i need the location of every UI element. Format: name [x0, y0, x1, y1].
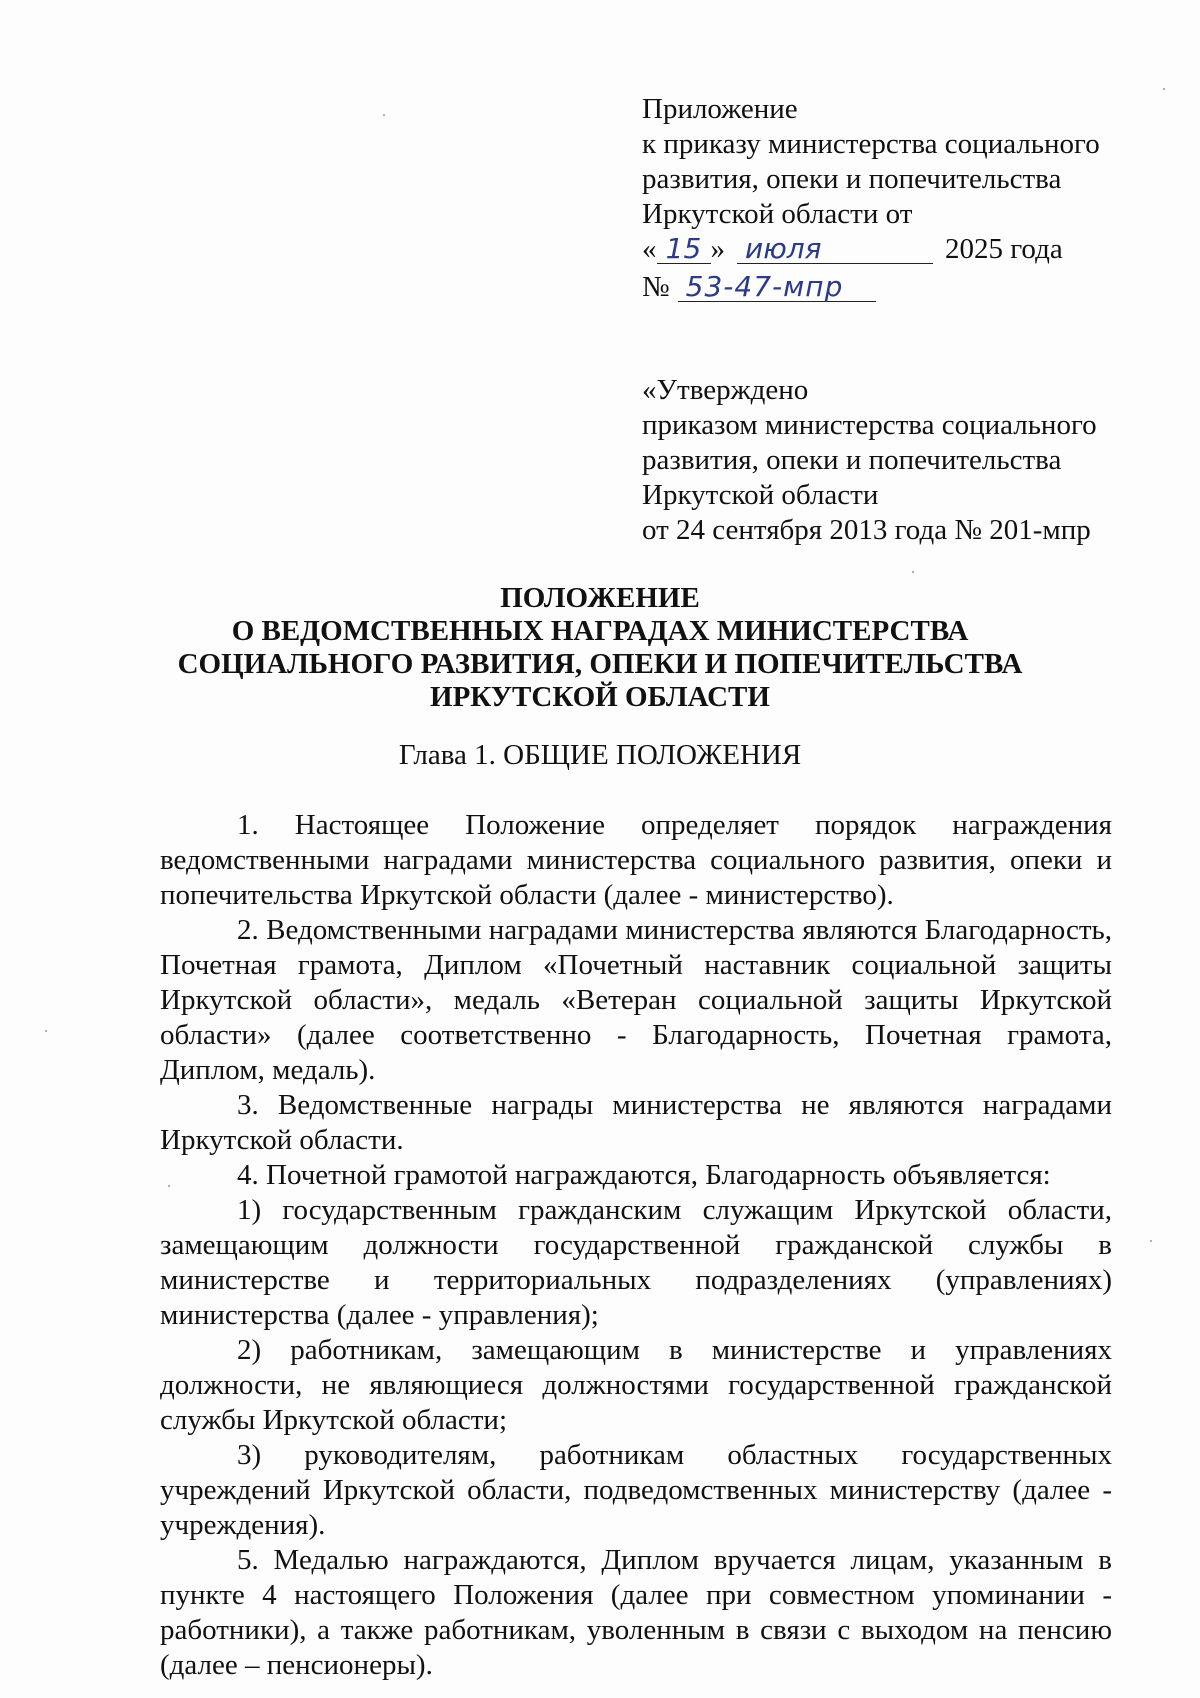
handwritten-month: июля	[745, 232, 822, 265]
date-month-field	[737, 232, 933, 265]
order-date-line	[642, 232, 1063, 267]
paragraph: 5. Медалью награждаются, Диплом вручается лицам, указанным в пункте 4 настоящего Положения (далее при совместном упоминании - работники), а также работникам, уволенным в связи с выходом на пенсию (далее – пенсионеры).	[160, 1544, 1112, 1681]
approved-line: от 24 сентября 2013 года № 201-мпр	[642, 514, 1091, 546]
document-title	[150, 582, 1050, 714]
date-close-quote: »	[710, 233, 725, 265]
scan-speck	[912, 571, 914, 573]
paragraph: 3. Ведомственные награды министерства не являются наградами Иркутской области.	[160, 1089, 1112, 1156]
scan-speck	[1150, 1240, 1152, 1242]
scan-speck	[168, 1185, 170, 1187]
paragraph: 1. Настоящее Положение определяет порядок награждения ведомственными наградами министерства социального развития, опеки и попечительства Иркутской области (далее - министерство).	[160, 809, 1112, 911]
approved-line: приказом министерства социального	[642, 409, 1097, 441]
approved-line: развития, опеки и попечительства	[642, 444, 1062, 476]
appendix-line: Приложение	[642, 93, 798, 125]
scan-speck	[1163, 88, 1165, 90]
paragraph: 2) работникам, замещающим в министерстве и управлениях должности, не являющиеся должностями государственной гражданской службы Иркутской области;	[160, 1334, 1112, 1436]
title-line: О ВЕДОМСТВЕННЫХ НАГРАДАХ МИНИСТЕРСТВА	[231, 615, 969, 647]
title-line: ПОЛОЖЕНИЕ	[500, 582, 700, 614]
date-open-quote: «	[642, 233, 657, 265]
appendix-line: к приказу министерства социального	[642, 128, 1100, 160]
date-year: 2025 года	[945, 233, 1063, 265]
scan-speck	[383, 114, 385, 116]
title-line: ИРКУТСКОЙ ОБЛАСТИ	[430, 681, 770, 713]
scan-speck	[45, 1030, 47, 1032]
chapter-heading: Глава 1. ОБЩИЕ ПОЛОЖЕНИЯ	[398, 739, 802, 771]
paragraph: 3) руководителям, работникам областных государственных учреждений Иркутской области, подведомственных министерству (далее - учреждения).	[160, 1439, 1112, 1541]
title-line: СОЦИАЛЬНОГО РАЗВИТИЯ, ОПЕКИ И ПОПЕЧИТЕЛЬСТВА	[177, 648, 1023, 680]
handwritten-day: 15	[665, 232, 702, 265]
appendix-header	[642, 92, 1122, 232]
document-body	[160, 808, 1112, 1683]
paragraph: 1) государственным гражданским служащим Иркутской области, замещающим должности государственной гражданской службы в министерстве и территориальных подразделениях (управлениях) министерства (далее - управления);	[160, 1194, 1112, 1331]
approved-line: Иркутской области	[642, 479, 879, 511]
appendix-line: развития, опеки и попечительства	[642, 163, 1062, 195]
approved-block	[642, 373, 1122, 548]
handwritten-order-number: 53-47-мпр	[685, 270, 844, 303]
paragraph: 4. Почетной грамотой награждаются, Благодарность объявляется:	[237, 1159, 1051, 1191]
approved-line: «Утверждено	[642, 374, 809, 406]
order-number-line	[642, 270, 876, 305]
date-day-field	[657, 232, 711, 265]
paragraph: 2. Ведомственными наградами министерства являются Благодарность, Почетная грамота, Диплом «Почетный наставник социальной защиты Иркутской области», медаль «Ветеран социальной защиты Иркутской области» (далее соответственно - Благодарность, Почетная грамота, Диплом, медаль).	[160, 914, 1112, 1086]
order-number-field	[678, 270, 876, 303]
number-label: №	[642, 271, 670, 303]
appendix-line: Иркутской области от	[642, 198, 913, 230]
